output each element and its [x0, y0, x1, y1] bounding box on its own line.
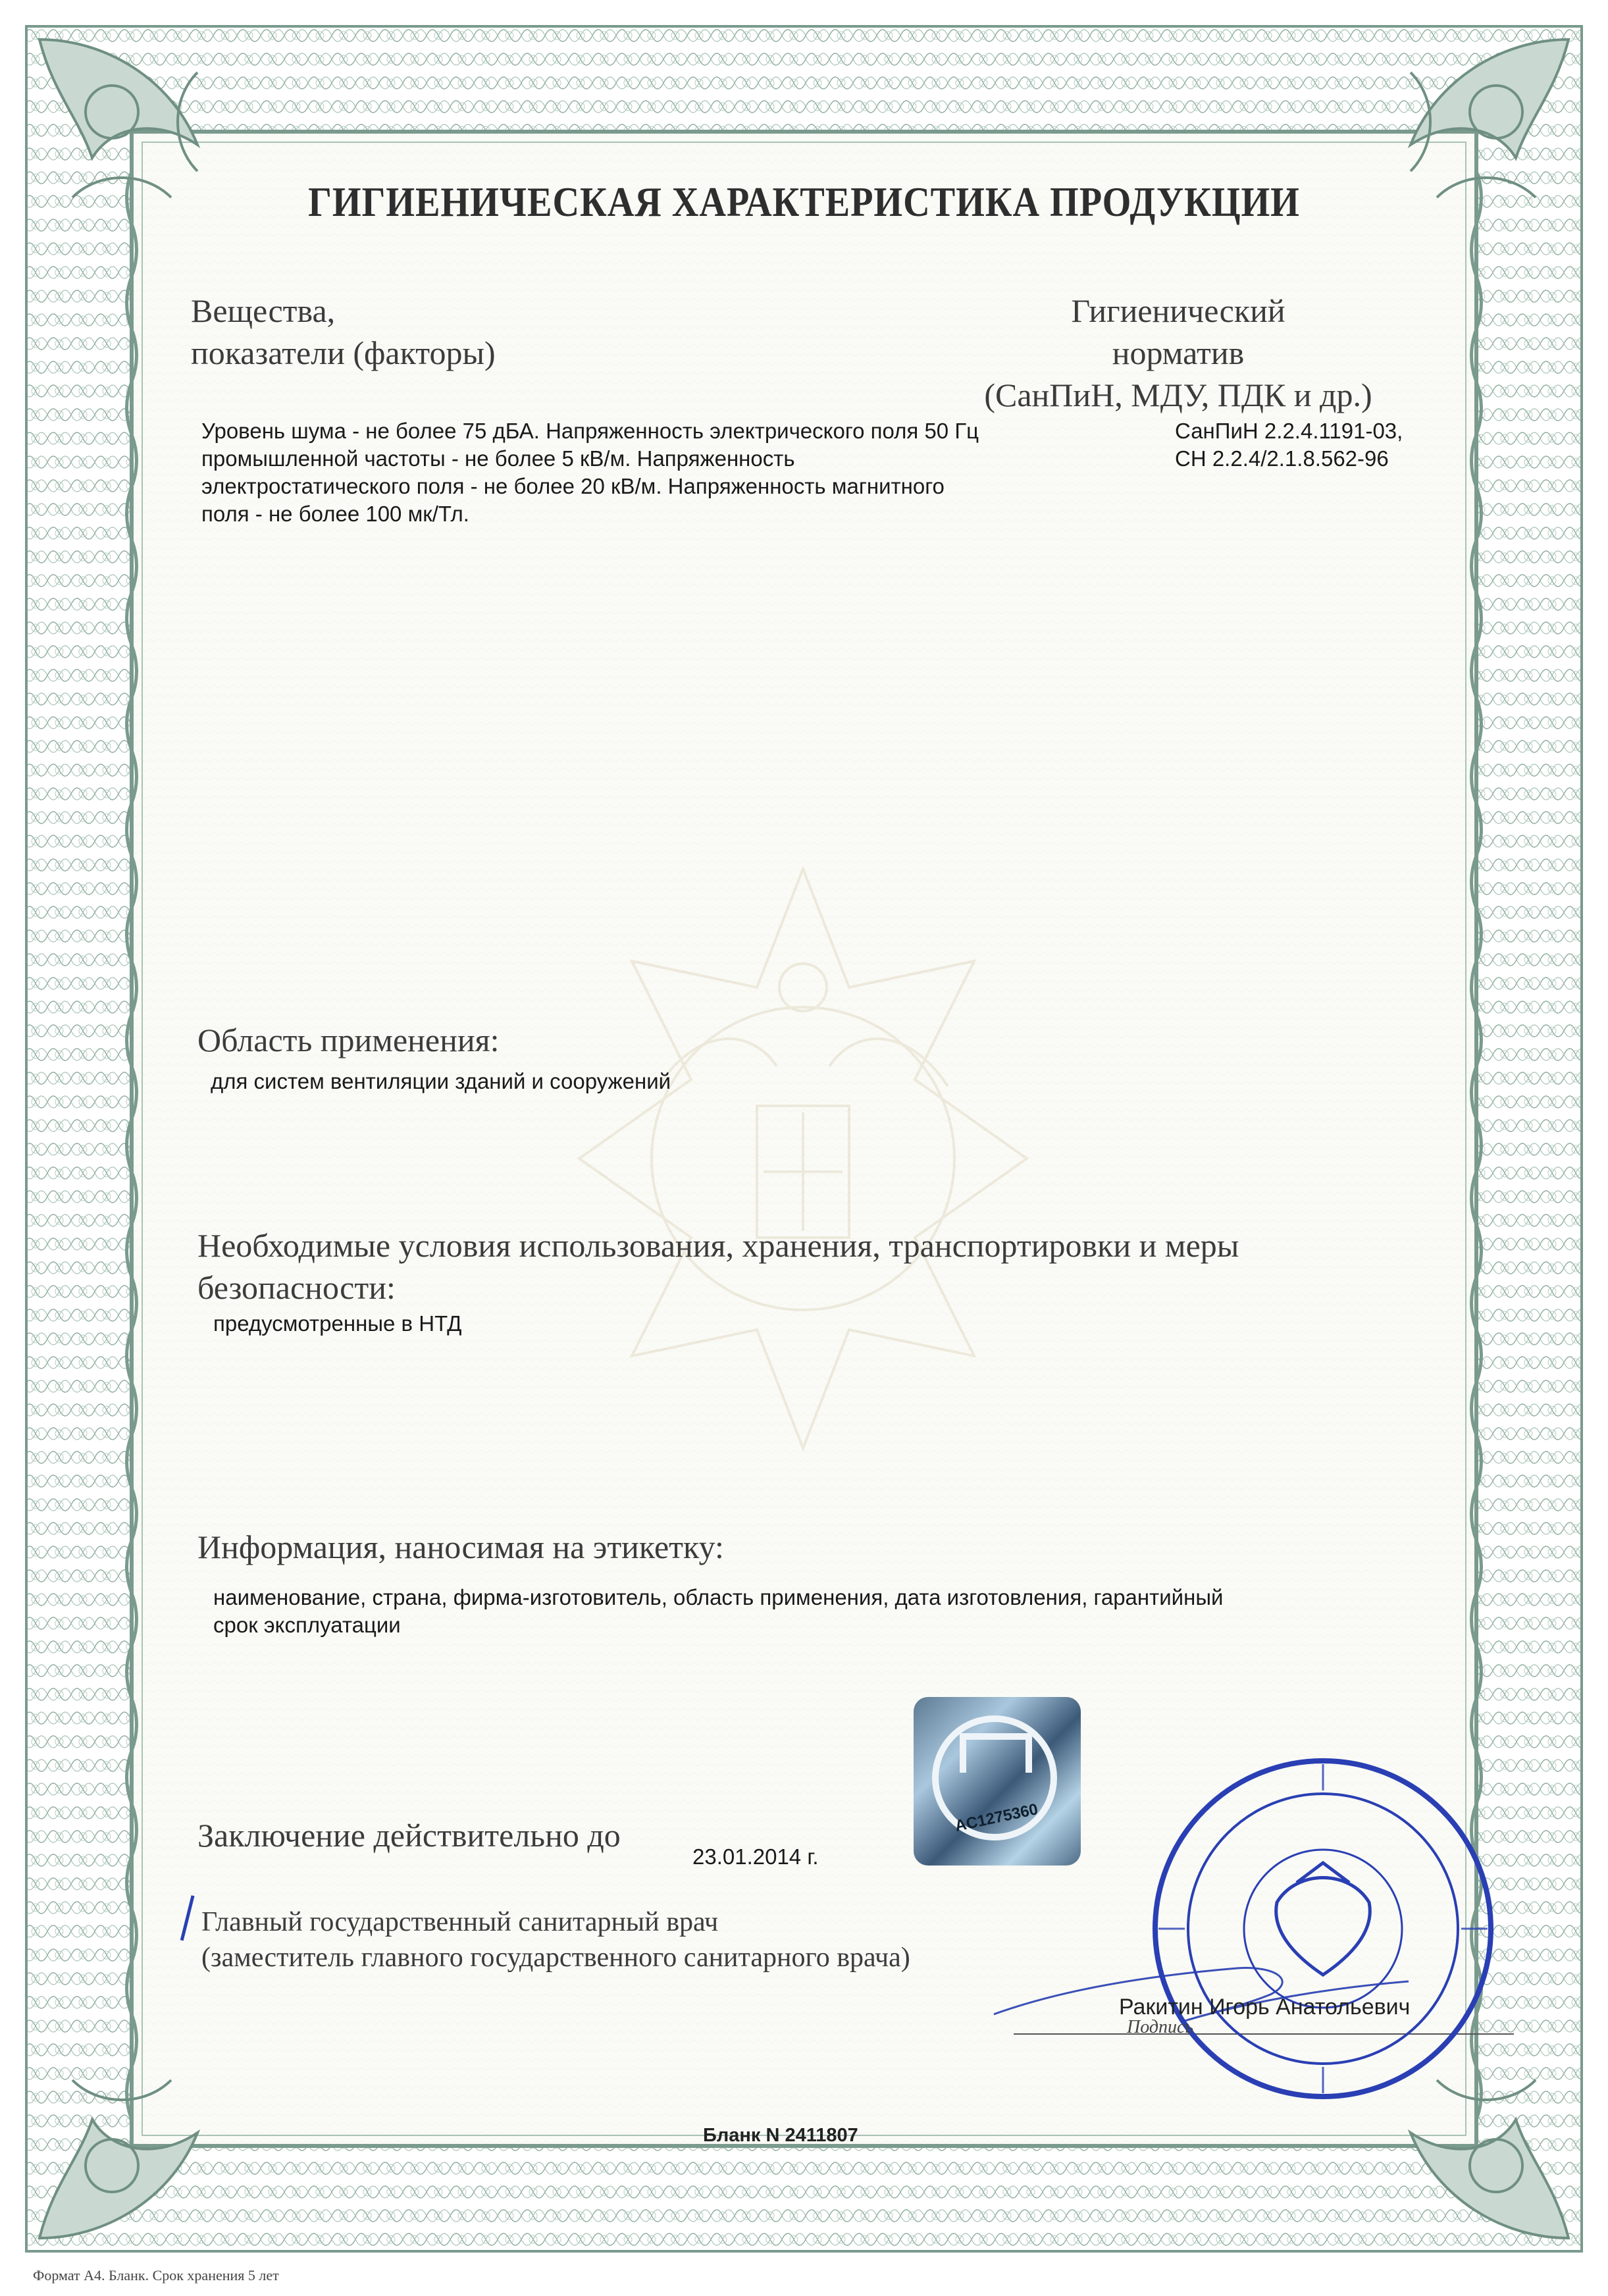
conditions-label-line1: Необходимые условия использования, хранения, транспортировки и меры [197, 1227, 1239, 1264]
conditions-label-line2: безопасности: [197, 1269, 396, 1306]
norm-item: СН 2.2.4/2.1.8.562-96 [1175, 446, 1389, 471]
norm-header-line2: норматив [1112, 334, 1245, 371]
official-stamp [1145, 1751, 1501, 2106]
officer-name: Ракитин Игорь Анатольевич [1119, 1995, 1411, 2020]
substances-header [191, 290, 496, 374]
signature-caption: Подпись [1127, 2017, 1194, 2037]
officer-title: Главный государственный санитарный врач [201, 1907, 719, 1937]
substances-header-line2: показатели (факторы) [191, 334, 496, 371]
conditions-value: предусмотренные в НТД [213, 1311, 462, 1336]
document-title: ГИГИЕНИЧЕСКАЯ ХАРАКТЕРИСТИКА ПРОДУКЦИИ [308, 178, 1300, 225]
norm-header-line3: (СанПиН, МДУ, ПДК и др.) [984, 377, 1372, 413]
scope-value: для систем вентиляции зданий и сооружений [211, 1069, 671, 1093]
label-info-label: Информация, наносимая на этикетку: [197, 1528, 724, 1565]
footer-note: Формат А4. Бланк. Срок хранения 5 лет [33, 2267, 279, 2283]
validity-date: 23.01.2014 г. [692, 1844, 819, 1869]
blank-number: Бланк N 2411807 [703, 2125, 858, 2146]
factors-text [201, 417, 1057, 528]
scope-label: Область применения: [197, 1022, 500, 1058]
factors-line: промышленной частоты - не более 5 кВ/м. Напряженность [201, 446, 795, 471]
hologram-logo-icon [960, 1733, 1032, 1773]
norm-header-line1: Гигиенический [1071, 292, 1285, 329]
label-info-value [213, 1584, 1398, 1639]
norm-item: СанПиН 2.2.4.1191-03, [1175, 419, 1403, 443]
norm-header [948, 290, 1409, 416]
factors-line: Уровень шума - не более 75 дБА. Напряженность электрического поля 50 Гц [201, 419, 979, 443]
label-info-line: наименование, страна, фирма-изготовитель, область применения, дата изготовления, гарантийный [213, 1585, 1224, 1609]
substances-header-line1: Вещества, [191, 292, 336, 329]
norms-text [1175, 417, 1438, 473]
conditions-label [197, 1224, 1382, 1309]
hologram-sticker [914, 1697, 1081, 1866]
label-info-line: срок эксплуатации [213, 1613, 401, 1637]
officer-deputy-title: (заместитель главного государственного санитарного врача) [201, 1943, 910, 1973]
hologram-code: AC1275360 [953, 1800, 1040, 1836]
factors-line: поля - не более 100 мк/Тл. [201, 502, 469, 526]
factors-line: электростатического поля - не более 20 кВ/м. Напряженность магнитного [201, 474, 945, 498]
validity-label: Заключение действительно до [197, 1817, 621, 1854]
